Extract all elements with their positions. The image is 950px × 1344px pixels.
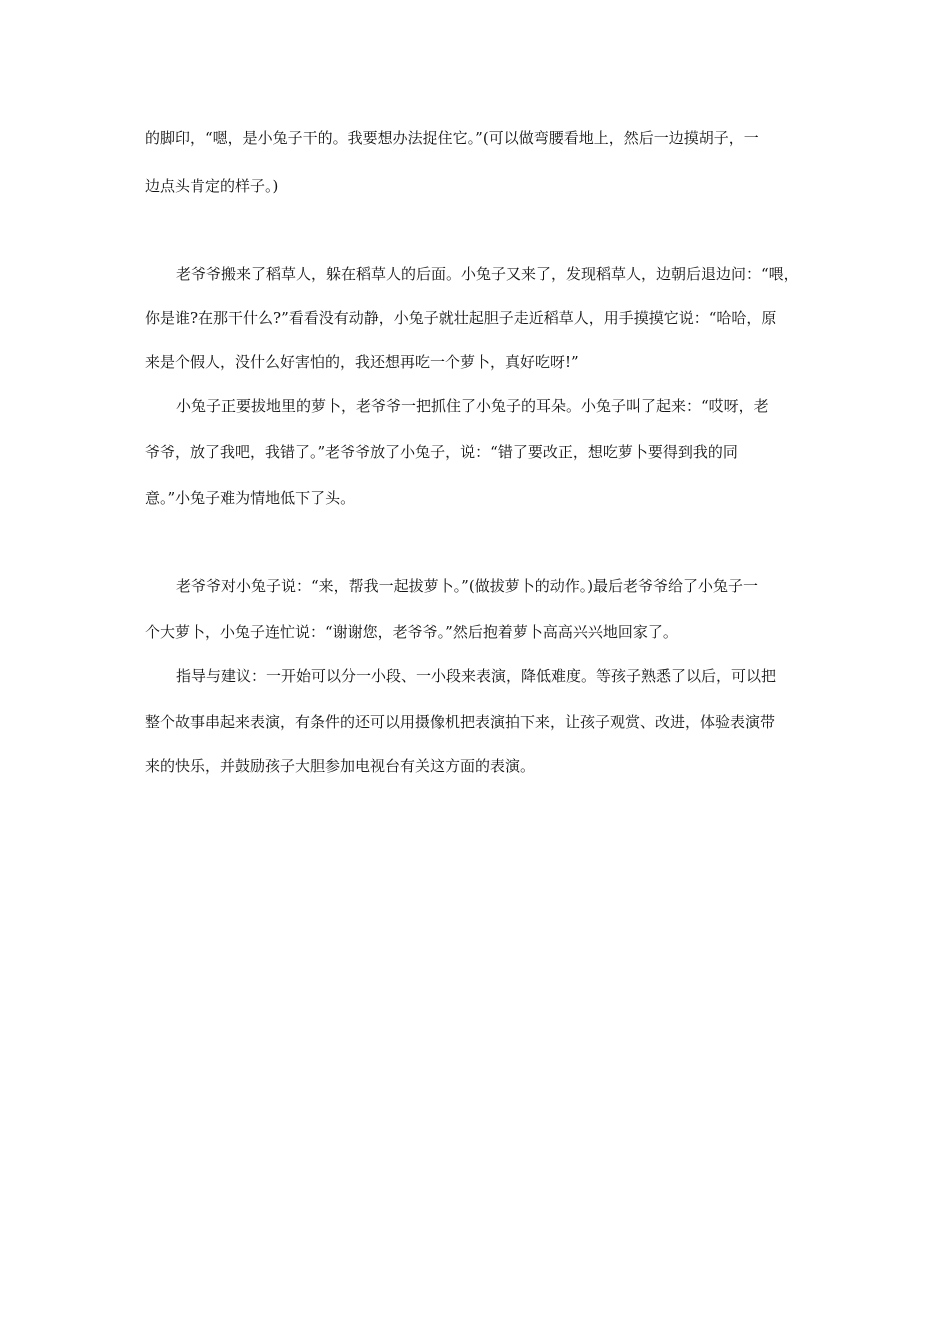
paragraph-line: 指导与建议：一开始可以分一小段、一小段来表演，降低难度。等孩子熟悉了以后，可以把 — [176, 667, 777, 685]
paragraph-line: 小兔子正要拔地里的萝卜，老爷爷一把抓住了小兔子的耳朵。小兔子叫了起来：“哎呀，老 — [176, 397, 769, 415]
paragraph-line: 你是谁?在那干什么?”看看没有动静，小兔子就壮起胆子走近稻草人，用手摸摸它说：“哈哈，原 — [145, 309, 777, 327]
paragraph-line: 爷爷，放了我吧，我错了。”老爷爷放了小兔子，说：“错了要改正，想吃萝卜要得到我的同 — [145, 443, 738, 461]
paragraph-line: 边点头肯定的样子。) — [145, 177, 279, 195]
paragraph-line: 意。”小兔子难为情地低下了头。 — [145, 489, 356, 507]
paragraph-line: 老爷爷对小兔子说：“来，帮我一起拔萝卜。”(做拔萝卜的动作。)最后老爷爷给了小兔子一 — [176, 577, 759, 595]
paragraph-line: 个大萝卜，小兔子连忙说：“谢谢您，老爷爷。”然后抱着萝卜高高兴兴地回家了。 — [145, 623, 678, 641]
paragraph-line: 的脚印，“嗯，是小兔子干的。我要想办法捉住它。”(可以做弯腰看地上，然后一边摸胡子，一 — [145, 129, 759, 147]
paragraph-line: 来的快乐，并鼓励孩子大胆参加电视台有关这方面的表演。 — [145, 757, 536, 775]
paragraph-line: 老爷爷搬来了稻草人，躲在稻草人的后面。小兔子又来了，发现稻草人，边朝后退边问：“喂， — [176, 265, 799, 283]
paragraph-line: 整个故事串起来表演，有条件的还可以用摄像机把表演拍下来，让孩子观赏、改进，体验表演带 — [145, 713, 776, 731]
paragraph-line: 来是个假人，没什么好害怕的，我还想再吃一个萝卜，真好吃呀!” — [145, 353, 579, 371]
